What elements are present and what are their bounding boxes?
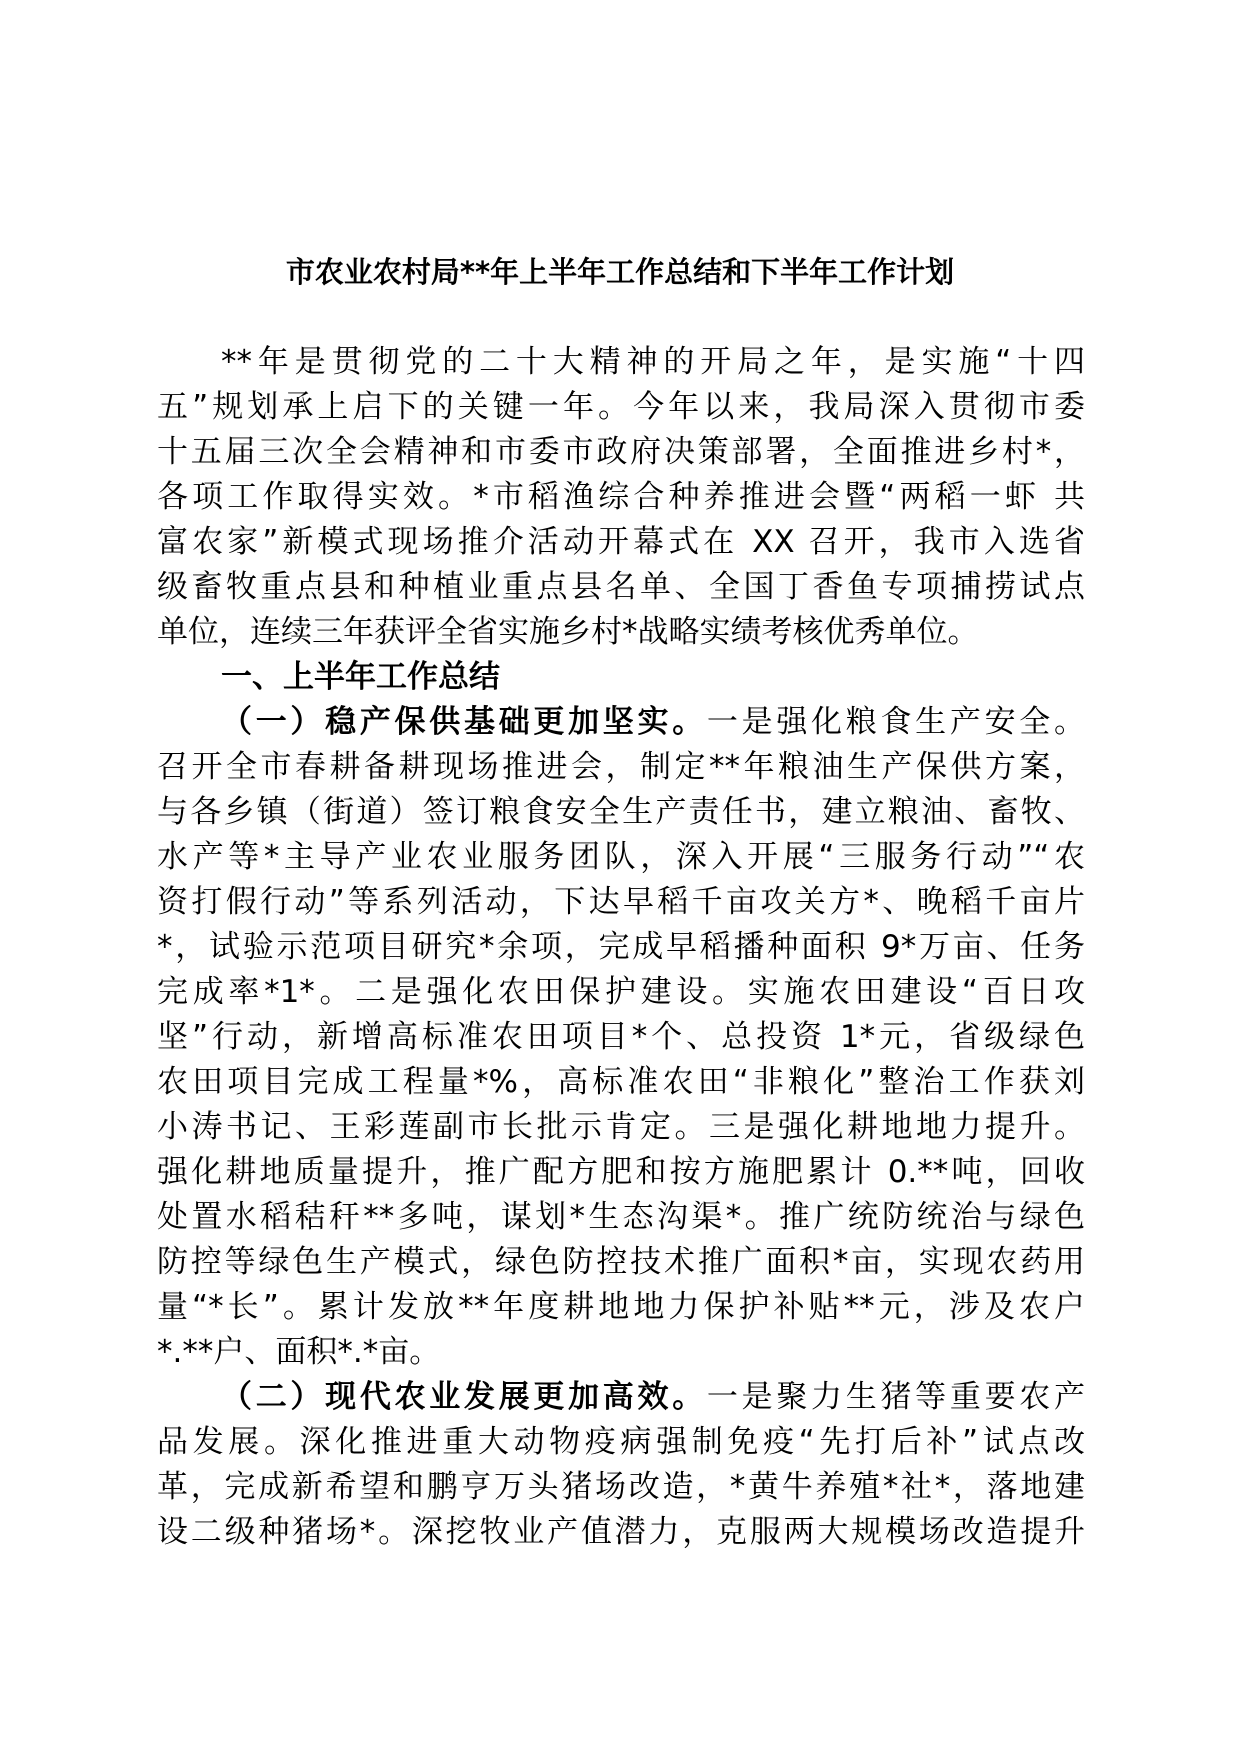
text-line: 完成率*1*。二是强化农田保护建设。实施农田建设“百日攻 [157, 974, 1085, 1010]
text-line: 农田项目完成工程量*%，高标准农田“非粮化”整治工作获刘 [157, 1064, 1085, 1100]
text-line: 富农家”新模式现场推介活动开幕式在 XX 召开，我市入选省 [157, 524, 1085, 560]
text-line: 品发展。深化推进重大动物疫病强制免疫“先打后补”试点改 [157, 1424, 1085, 1460]
text-line: 量“*长”。累计发放**年度耕地地力保护补贴**元，涉及农户 [157, 1289, 1085, 1325]
text-line [157, 700, 1085, 745]
section-heading: 一、上半年工作总结 [221, 659, 500, 695]
text-line: 革，完成新希望和鹏亨万头猪场改造，*黄牛养殖*社*，落地建 [157, 1469, 1085, 1505]
intro-paragraph [157, 340, 1085, 655]
document-title: 市农业农村局**年上半年工作总结和下半年工作计划 [285, 255, 955, 289]
text-line: 防控等绿色生产模式，绿色防控技术推广面积*亩，实现农药用 [157, 1244, 1085, 1280]
text-span: 一是聚力生猪等重要农产 [706, 1379, 1086, 1415]
text-line [157, 1375, 1085, 1420]
text-line: 坚”行动，新增高标准农田项目*个、总投资 1*元，省级绿色 [157, 1019, 1085, 1055]
text-line: 小涛书记、王彩莲副市长批示肯定。三是强化耕地地力提升。 [157, 1109, 1085, 1145]
subsection-heading: （一）稳产保供基础更加坚实。 [221, 704, 707, 740]
text-line: *，试验示范项目研究*余项，完成早稻播种面积 9*万亩、任务 [157, 929, 1085, 965]
text-line: 五”规划承上启下的关键一年。今年以来，我局深入贯彻市委 [157, 389, 1085, 425]
text-line: 召开全市春耕备耕现场推进会，制定**年粮油生产保供方案， [157, 749, 1085, 785]
text-line: **年是贯彻党的二十大精神的开局之年，是实施“十四 [221, 344, 1085, 380]
subsection-2-paragraph [157, 1375, 1085, 1555]
text-line: 处置水稻秸秆**多吨，谋划*生态沟渠*。推广统防统治与绿色 [157, 1199, 1085, 1235]
document-body [157, 340, 1085, 1555]
text-line: *.**户、面积*.*亩。 [157, 1334, 441, 1370]
text-line: 十五届三次全会精神和市委市政府决策部署，全面推进乡村*， [157, 434, 1085, 470]
text-line: 各项工作取得实效。*市稻渔综合种养推进会暨“两稻一虾 共 [157, 479, 1085, 515]
subsection-1-paragraph [157, 700, 1085, 1375]
text-line: 强化耕地质量提升，推广配方肥和按方施肥累计 0.**吨，回收 [157, 1154, 1085, 1190]
text-line: 级畜牧重点县和种植业重点县名单、全国丁香鱼专项捕捞试点 [157, 569, 1085, 605]
text-line: 单位，连续三年获评全省实施乡村*战略实绩考核优秀单位。 [157, 614, 979, 650]
text-line: 资打假行动”等系列活动，下达早稻千亩攻关方*、晚稻千亩片 [157, 884, 1085, 920]
text-line: 水产等*主导产业农业服务团队，深入开展“三服务行动”“农 [157, 839, 1085, 875]
subsection-heading: （二）现代农业发展更加高效。 [221, 1379, 707, 1415]
text-line: 与各乡镇（街道）签订粮食安全生产责任书，建立粮油、畜牧、 [157, 794, 1085, 830]
text-line: 设二级种猪场*。深挖牧业产值潜力，克服两大规模场改造提升 [157, 1514, 1085, 1550]
text-span: 一是强化粮食生产安全。 [706, 704, 1086, 740]
